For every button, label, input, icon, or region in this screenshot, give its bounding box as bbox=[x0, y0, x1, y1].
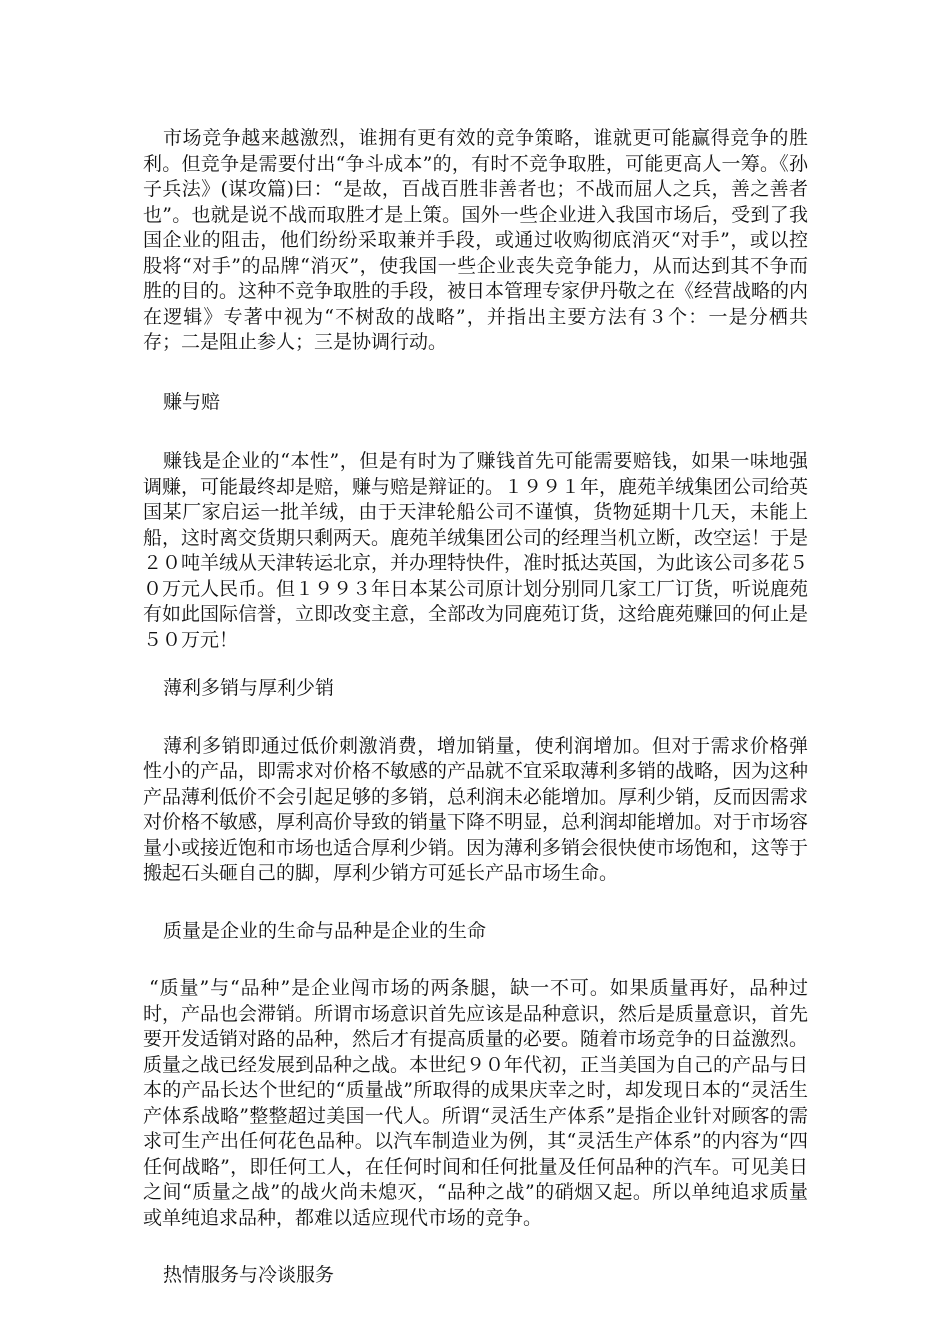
document-page bbox=[143, 126, 808, 1289]
heading-service: 热情服务与冷谈服务 bbox=[163, 1264, 335, 1286]
paragraph-thin-profit: 薄利多销即通过低价刺激消费，增加销量，使利润增加。但对于需求价格弹性小的产品，即需求对价格不敏感的产品就不宜采取薄利多销的战略，因为这种产品薄利低价不会引起足够的多销，总利润未必能增加。厚利少销，反而因需求对价格不敏感，厚利高价导致的销量下降不明显，总利润却能增加。对于市场容量小或接近饱和市场也适合厚利少销。因为薄利多销会很快使市场饱和，这等于搬起石头砸自己的脚，厚利少销方可延长产品市场生命。 bbox=[143, 734, 809, 884]
spacer bbox=[143, 415, 808, 449]
heading-quality-variety: 质量是企业的生命与品种是企业的生命 bbox=[163, 919, 487, 942]
heading-thin-profit: 薄利多销与厚利少销 bbox=[163, 677, 335, 699]
paragraph-quality-variety: “质量”与“品种”是企业闯市场的两条腿，缺一不可。如果质量再好，品种过时，产品也会滞销。所谓市场意识首先应该是品种意识，然后是质量意识，首先要开发适销对路的品种，然后才有提高质量的必要。随着市场竞争的日益激烈。质量之战已经发展到品种之战。本世纪９０年代初，正当美国为自己的产品与日本的产品长达个世纪的“质量战”所取得的成果庆幸之时，却发现日本的“灵活生产体系战略”整整超过美国一代人。所谓“灵活生产体系”是指企业针对顾客的需求可生产出任何花色品种。以汽车制造业为例，其“灵活生产体系”的内容为“四任何战略”，即任何工人，在任何时间和任何批量及任何品种的汽车。可见美日之间“质量之战”的战火尚未熄灭，“品种之战”的硝烟又起。所以单纯追求质量或单纯追求品种，都难以适应现代市场的竞争。 bbox=[143, 977, 809, 1229]
spacer bbox=[143, 653, 808, 676]
heading-earn-and-lose: 赚与赔 bbox=[163, 390, 221, 413]
spacer bbox=[143, 887, 808, 919]
spacer bbox=[143, 1231, 808, 1263]
paragraph-earn-and-lose: 赚钱是企业的“本性”，但是有时为了赚钱首先可能需要赔钱，如果一味地强调赚，可能最终却是赔，赚与赔是辩证的。１９９１年，鹿苑羊绒集团公司给英国某厂家启运一批羊绒，由于天津轮船公司不谨慎，货物延期十几天，未能上船，这时离交货期只剩两天。鹿苑羊绒集团公司的经理当机立断，改空运！于是２０吨羊绒从天津转运北京，并办理特快件，准时抵达英国，为此该公司多花５０万元人民币。但１９９３年日本某公司原计划分别同几家工厂订货，听说鹿苑有如此国际信誉，立即改变主意，全部改为同鹿苑订货，这给鹿苑赚回的何止是５０万元！ bbox=[143, 450, 809, 651]
spacer bbox=[143, 356, 808, 390]
spacer bbox=[143, 944, 808, 976]
paragraph-competition: 市场竞争越来越激烈，谁拥有更有效的竞争策略，谁就更可能赢得竞争的胜利。但竞争是需要付出“争斗成本”的，有时不竞争取胜，可能更高人一筹。《孙子兵法》(谋攻篇)曰：“是故，百战百胜非善者也；不战而屈人之兵，善之善者也”。也就是说不战而取胜才是上策。国外一些企业进入我国市场后，受到了我国企业的阻击，他们纷纷采取兼并手段，或通过收购彻底消灭“对手”，或以控股将“对手”的品牌“消灭”，使我国一些企业丧失竞争能力，从而达到其不争而胜的目的。这种不竞争取胜的手段，被日本管理专家伊丹敬之在《经营战略的内在逻辑》专著中视为“不树敌的战略”，并指出主要方法有３个：一是分栖共存；二是阻止参人；三是协调行动。 bbox=[143, 127, 809, 353]
spacer bbox=[143, 702, 808, 734]
